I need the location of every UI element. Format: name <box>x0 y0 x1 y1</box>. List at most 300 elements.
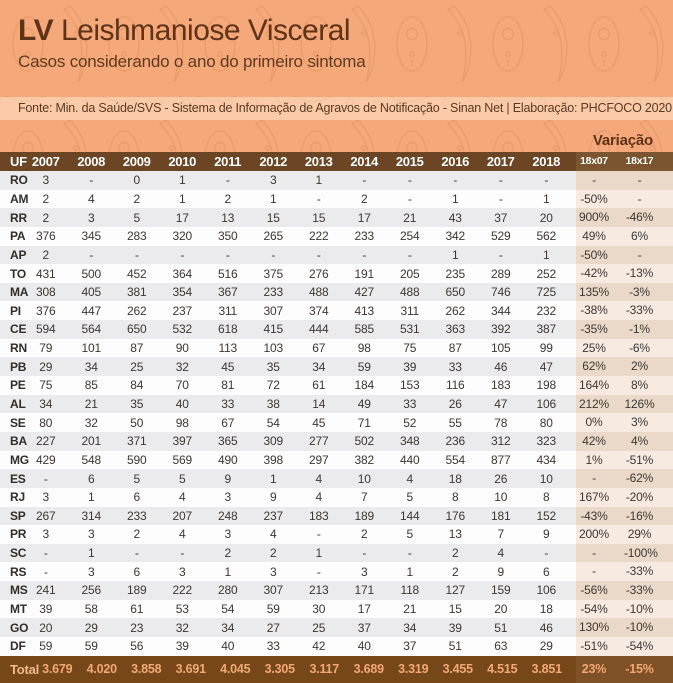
year-value-cell: 30 <box>312 602 326 617</box>
total-variation-18x17-cell: -15% <box>624 656 673 683</box>
variation-18x17-cell: -10% <box>624 618 673 637</box>
year-value-cell: 262 <box>127 303 147 318</box>
year-value-cell: 9 <box>270 490 277 505</box>
year-value-cell: 3 <box>88 210 95 225</box>
year-value-cell: 1 <box>452 191 459 206</box>
variation-18x17-cell: -51% <box>624 451 673 470</box>
year-value-cell: 312 <box>491 434 511 449</box>
year-value-cell: 39 <box>403 359 417 374</box>
variation-18x07-cell: 62% <box>576 357 624 376</box>
year-value-cell: 233 <box>127 508 147 523</box>
year-value-cell: - <box>544 173 549 188</box>
year-value-cell: 529 <box>491 229 511 244</box>
variation-18x17-cell: 6% <box>624 227 673 246</box>
year-value-cell: 54 <box>266 415 280 430</box>
year-value-cell: 87 <box>130 341 144 356</box>
year-value-cell: - <box>180 546 185 561</box>
year-value-cell: 1 <box>88 490 95 505</box>
year-value-cell: 3 <box>179 564 186 579</box>
year-value-cell: 232 <box>536 303 556 318</box>
year-value-cell: 53 <box>175 602 189 617</box>
uf-cell: AP <box>10 247 27 262</box>
year-value-cell: 144 <box>400 508 420 523</box>
table-row-PA <box>0 227 673 246</box>
year-value-cell: 4 <box>88 191 95 206</box>
variation-18x17-cell: -33% <box>624 581 673 600</box>
variation-18x07-cell: - <box>576 469 624 488</box>
variation-18x07-cell: 1% <box>576 451 624 470</box>
column-header-year: 2010 <box>168 154 197 169</box>
table-row-MG <box>0 451 673 470</box>
year-value-cell: 1 <box>88 546 95 561</box>
disease-name: Leishmaniose Visceral <box>60 14 351 47</box>
year-value-cell: 33 <box>403 397 417 411</box>
year-value-cell: 354 <box>172 285 192 300</box>
year-value-cell: 4 <box>179 490 186 505</box>
year-value-cell: 1 <box>315 546 322 561</box>
variation-18x17-cell: 3% <box>624 413 673 432</box>
year-value-cell: 29 <box>539 639 553 654</box>
uf-cell: MT <box>10 602 27 617</box>
year-value-cell: - <box>407 191 412 206</box>
year-value-cell: 26 <box>494 471 508 486</box>
year-value-cell: 113 <box>218 341 238 356</box>
year-value-cell: 3 <box>42 173 49 188</box>
year-value-cell: 267 <box>36 508 56 523</box>
year-value-cell: - <box>89 247 94 262</box>
year-value-cell: 191 <box>354 266 374 281</box>
year-value-cell: 159 <box>491 583 511 598</box>
variation-18x07-cell: 130% <box>576 618 624 637</box>
year-value-cell: - <box>407 247 412 262</box>
column-header-year: 2011 <box>214 154 242 169</box>
year-value-cell: 35 <box>130 397 144 411</box>
year-value-cell: 283 <box>127 229 147 244</box>
year-value-cell: 45 <box>221 359 235 374</box>
total-year-value-cell: 3.851 <box>531 662 562 677</box>
year-value-cell: 381 <box>127 285 147 300</box>
year-value-cell: - <box>453 173 458 188</box>
variation-18x07-cell: 212% <box>576 395 624 414</box>
year-value-cell: 152 <box>536 508 556 523</box>
year-value-cell: 237 <box>263 508 283 523</box>
table-row-SE <box>0 413 673 432</box>
year-value-cell: 1 <box>315 173 322 188</box>
year-value-cell: 594 <box>36 322 56 337</box>
uf-cell: DF <box>10 639 26 654</box>
year-value-cell: 265 <box>263 229 283 244</box>
year-value-cell: 1 <box>224 564 231 579</box>
year-value-cell: 106 <box>536 397 556 411</box>
year-value-cell: - <box>43 546 48 561</box>
year-value-cell: 4 <box>315 471 322 486</box>
year-value-cell: - <box>498 247 503 262</box>
table-row-RO <box>0 171 673 190</box>
year-value-cell: - <box>134 546 139 561</box>
year-value-cell: 387 <box>536 322 556 337</box>
variation-18x17-cell: - <box>624 171 673 190</box>
year-value-cell: 365 <box>218 434 238 449</box>
year-value-cell: 40 <box>221 639 235 654</box>
table-row-PB <box>0 357 673 376</box>
year-value-cell: 585 <box>354 322 374 337</box>
page-subtitle: Casos considerando o ano do primeiro sintoma <box>18 52 366 71</box>
year-value-cell: 116 <box>445 378 465 393</box>
year-value-cell: 35 <box>266 359 280 374</box>
year-value-cell: 183 <box>309 508 329 523</box>
year-value-cell: 33 <box>448 359 462 374</box>
year-value-cell: 548 <box>81 452 101 467</box>
year-value-cell: 59 <box>39 639 53 654</box>
variation-18x17-cell: -62% <box>624 469 673 488</box>
variation-18x07-cell: 167% <box>576 488 624 507</box>
column-header-year: 2014 <box>350 154 379 169</box>
variation-18x07-cell: -42% <box>576 264 624 283</box>
year-value-cell: 2 <box>133 191 140 206</box>
year-value-cell: 34 <box>84 359 98 374</box>
table-row-GO <box>0 618 673 637</box>
year-value-cell: 153 <box>400 378 420 393</box>
year-value-cell: - <box>407 173 412 188</box>
year-value-cell: 34 <box>221 620 235 635</box>
year-value-cell: 344 <box>491 303 511 318</box>
table-row-RS <box>0 562 673 581</box>
year-value-cell: 21 <box>403 210 417 225</box>
year-value-cell: 2 <box>42 191 49 206</box>
total-year-value-cell: 3.689 <box>353 662 384 677</box>
uf-cell: RS <box>10 564 27 579</box>
variation-18x07-cell: 135% <box>576 283 624 302</box>
year-value-cell: 222 <box>309 229 329 244</box>
year-value-cell: 2 <box>42 210 49 225</box>
uf-cell: MA <box>10 285 29 300</box>
year-value-cell: 198 <box>536 378 556 393</box>
year-value-cell: 5 <box>133 471 140 486</box>
table-row-AL <box>0 395 673 414</box>
year-value-cell: 241 <box>36 583 56 598</box>
year-value-cell: - <box>407 546 412 561</box>
year-value-cell: 17 <box>357 210 371 225</box>
year-value-cell: 85 <box>84 378 98 393</box>
year-value-cell: 13 <box>448 527 462 542</box>
total-year-value-cell: 3.305 <box>264 662 295 677</box>
variation-18x07-cell: 164% <box>576 376 624 395</box>
uf-cell: MS <box>10 583 28 598</box>
column-header-variation-18x17: 18x17 <box>624 152 673 171</box>
year-value-cell: 184 <box>354 378 374 393</box>
column-header-uf: UF <box>10 154 27 169</box>
year-value-cell: 56 <box>130 639 144 654</box>
year-value-cell: 18 <box>539 602 553 617</box>
uf-cell: PI <box>10 303 21 318</box>
year-value-cell: 33 <box>221 397 235 411</box>
variation-18x07-cell: - <box>576 544 624 563</box>
year-value-cell: - <box>271 247 276 262</box>
year-value-cell: 2 <box>224 546 231 561</box>
year-value-cell: 43 <box>448 210 462 225</box>
year-value-cell: 488 <box>309 285 329 300</box>
year-value-cell: 10 <box>539 471 553 486</box>
year-value-cell: 20 <box>539 210 553 225</box>
column-header-year: 2009 <box>122 154 151 169</box>
year-value-cell: 29 <box>84 620 98 635</box>
year-value-cell: 531 <box>400 322 420 337</box>
year-value-cell: 277 <box>309 434 329 449</box>
year-value-cell: 1 <box>270 191 277 206</box>
year-value-cell: 78 <box>494 415 508 430</box>
year-value-cell: 80 <box>39 415 53 430</box>
variation-18x07-cell: -56% <box>576 581 624 600</box>
year-value-cell: 40 <box>175 397 189 411</box>
year-value-cell: 342 <box>445 229 465 244</box>
year-value-cell: 308 <box>36 285 56 300</box>
year-value-cell: 3 <box>88 527 95 542</box>
year-value-cell: 532 <box>172 322 192 337</box>
year-value-cell: 2 <box>452 564 459 579</box>
variation-18x17-cell: -33% <box>624 301 673 320</box>
year-value-cell: 32 <box>84 415 98 430</box>
year-value-cell: 280 <box>218 583 238 598</box>
year-value-cell: - <box>362 173 367 188</box>
variation-18x17-cell: -54% <box>624 637 673 656</box>
year-value-cell: 23 <box>130 620 144 635</box>
year-value-cell: 618 <box>218 322 238 337</box>
table-row-RN <box>0 339 673 358</box>
year-value-cell: 39 <box>39 602 53 617</box>
year-value-cell: 5 <box>406 490 413 505</box>
year-value-cell: 6 <box>543 564 550 579</box>
year-value-cell: 106 <box>536 583 556 598</box>
uf-cell: SP <box>10 508 26 523</box>
year-value-cell: 21 <box>84 397 98 411</box>
year-value-cell: 21 <box>403 602 417 617</box>
variation-18x07-cell: -51% <box>576 637 624 656</box>
variation-18x17-cell: -16% <box>624 507 673 526</box>
variation-18x07-cell: -38% <box>576 301 624 320</box>
year-value-cell: 376 <box>36 303 56 318</box>
year-value-cell: 350 <box>218 229 238 244</box>
year-value-cell: 5 <box>179 471 186 486</box>
year-value-cell: 9 <box>497 564 504 579</box>
year-value-cell: 237 <box>172 303 192 318</box>
year-value-cell: 4 <box>406 471 413 486</box>
year-value-cell: 297 <box>309 452 329 467</box>
variation-18x07-cell: 25% <box>576 339 624 358</box>
variation-18x17-cell: - <box>624 246 673 265</box>
year-value-cell: 15 <box>448 602 462 617</box>
year-value-cell: 58 <box>84 602 98 617</box>
year-value-cell: 50 <box>130 415 144 430</box>
year-value-cell: 9 <box>224 471 231 486</box>
year-value-cell: 51 <box>448 639 462 654</box>
variation-18x07-cell: -35% <box>576 320 624 339</box>
year-value-cell: 427 <box>354 285 374 300</box>
year-value-cell: 40 <box>357 639 371 654</box>
year-value-cell: 256 <box>81 583 101 598</box>
year-value-cell: 98 <box>175 415 189 430</box>
variation-18x17-cell: -46% <box>624 208 673 227</box>
table-row-MT <box>0 600 673 619</box>
year-value-cell: - <box>544 546 549 561</box>
column-header-year: 2018 <box>532 154 561 169</box>
total-year-value-cell: 3.858 <box>131 662 162 677</box>
column-header-year: 2007 <box>31 154 60 169</box>
year-value-cell: 52 <box>403 415 417 430</box>
year-value-cell: 252 <box>536 266 556 281</box>
year-value-cell: 63 <box>494 639 508 654</box>
column-header-variation-18x07: 18x07 <box>576 152 624 171</box>
year-value-cell: 61 <box>130 602 144 617</box>
year-value-cell: 15 <box>312 210 326 225</box>
year-value-cell: 392 <box>491 322 511 337</box>
year-value-cell: 59 <box>357 359 371 374</box>
year-value-cell: 51 <box>494 620 508 635</box>
year-value-cell: 3 <box>42 527 49 542</box>
year-value-cell: 405 <box>81 285 101 300</box>
year-value-cell: 75 <box>403 341 417 356</box>
variation-18x17-cell: 4% <box>624 432 673 451</box>
table-row-CE <box>0 320 673 339</box>
year-value-cell: 80 <box>539 415 553 430</box>
year-value-cell: 7 <box>361 490 368 505</box>
year-value-cell: 10 <box>494 490 508 505</box>
year-value-cell: - <box>498 173 503 188</box>
table-row-AP <box>0 246 673 265</box>
cases-by-state-table <box>0 152 673 683</box>
year-value-cell: 345 <box>81 229 101 244</box>
table-row-MA <box>0 283 673 302</box>
disease-code-badge: LV <box>18 14 54 47</box>
table-row-RR <box>0 208 673 227</box>
uf-cell: RJ <box>10 490 25 505</box>
year-value-cell: 289 <box>491 266 511 281</box>
total-year-value-cell: 4.020 <box>86 662 117 677</box>
uf-cell: MG <box>10 452 29 467</box>
table-row-BA <box>0 432 673 451</box>
year-value-cell: 27 <box>266 620 280 635</box>
year-value-cell: 276 <box>309 266 329 281</box>
year-value-cell: 87 <box>448 341 462 356</box>
year-value-cell: 375 <box>263 266 283 281</box>
year-value-cell: 72 <box>266 378 280 393</box>
year-value-cell: 17 <box>175 210 189 225</box>
year-value-cell: 2 <box>133 527 140 542</box>
variation-18x17-cell: 8% <box>624 376 673 395</box>
year-value-cell: 1 <box>270 471 277 486</box>
year-value-cell: 103 <box>263 341 283 356</box>
year-value-cell: 59 <box>84 639 98 654</box>
year-value-cell: 488 <box>400 285 420 300</box>
year-value-cell: 2 <box>270 546 277 561</box>
year-value-cell: 75 <box>39 378 53 393</box>
year-value-cell: 2 <box>361 191 368 206</box>
year-value-cell: 309 <box>263 434 283 449</box>
variation-18x17-cell: - <box>624 190 673 209</box>
variation-18x07-cell: -50% <box>576 246 624 265</box>
year-value-cell: 46 <box>494 359 508 374</box>
year-value-cell: 17 <box>357 602 371 617</box>
year-value-cell: 67 <box>312 341 326 356</box>
year-value-cell: 502 <box>354 434 374 449</box>
table-row-RJ <box>0 488 673 507</box>
variation-18x17-cell: -33% <box>624 562 673 581</box>
year-value-cell: 59 <box>266 602 280 617</box>
uf-cell: CE <box>10 322 27 337</box>
variation-18x07-cell: 900% <box>576 208 624 227</box>
column-header-year: 2017 <box>486 154 515 169</box>
source-attribution-bar: Fonte: Min. da Saúde/SVS - Sistema de Informação de Agravos de Notificação - Sinan Net | Elaboração: PHCFOCO 2020 <box>0 97 673 120</box>
year-value-cell: 176 <box>445 508 465 523</box>
total-variation-18x07-cell: 23% <box>576 656 624 683</box>
variation-18x17-cell: -13% <box>624 264 673 283</box>
year-value-cell: 3 <box>224 527 231 542</box>
year-value-cell: 34 <box>403 620 417 635</box>
table-total-row <box>0 656 673 683</box>
year-value-cell: 415 <box>263 322 283 337</box>
year-value-cell: 746 <box>491 285 511 300</box>
year-value-cell: 877 <box>491 452 511 467</box>
variation-18x07-cell: 49% <box>576 227 624 246</box>
uf-cell: PE <box>10 378 26 393</box>
uf-cell: PR <box>10 527 27 542</box>
variation-18x07-cell: 0% <box>576 413 624 432</box>
year-value-cell: 348 <box>400 434 420 449</box>
year-value-cell: 5 <box>133 210 140 225</box>
year-value-cell: 262 <box>445 303 465 318</box>
year-value-cell: 42 <box>312 639 326 654</box>
year-value-cell: 569 <box>172 452 192 467</box>
year-value-cell: 45 <box>312 415 326 430</box>
total-year-value-cell: 3.455 <box>442 662 473 677</box>
year-value-cell: 49 <box>357 397 371 411</box>
year-value-cell: 429 <box>36 452 56 467</box>
year-value-cell: 254 <box>400 229 420 244</box>
year-value-cell: 447 <box>81 303 101 318</box>
year-value-cell: 1 <box>452 247 459 262</box>
variation-18x07-cell: 42% <box>576 432 624 451</box>
year-value-cell: 4 <box>315 490 322 505</box>
variation-18x17-cell: -6% <box>624 339 673 358</box>
year-value-cell: 6 <box>133 564 140 579</box>
year-value-cell: 90 <box>175 341 189 356</box>
year-value-cell: 725 <box>536 285 556 300</box>
uf-cell: TO <box>10 266 27 281</box>
table-row-TO <box>0 264 673 283</box>
variation-18x17-cell: -20% <box>624 488 673 507</box>
year-value-cell: 3 <box>270 173 277 188</box>
year-value-cell: 4 <box>497 546 504 561</box>
variation-18x17-cell: -10% <box>624 600 673 619</box>
year-value-cell: 398 <box>263 452 283 467</box>
year-value-cell: 311 <box>400 303 420 318</box>
year-value-cell: 37 <box>357 620 371 635</box>
year-value-cell: 367 <box>218 285 238 300</box>
year-value-cell: 311 <box>218 303 238 318</box>
year-value-cell: 118 <box>400 583 420 598</box>
year-value-cell: 376 <box>36 229 56 244</box>
report-header <box>0 0 673 74</box>
year-value-cell: 171 <box>354 583 374 598</box>
year-value-cell: 39 <box>175 639 189 654</box>
table-header-row <box>0 152 673 171</box>
year-value-cell: 314 <box>81 508 101 523</box>
table-row-SC <box>0 544 673 563</box>
table-row-PI <box>0 301 673 320</box>
year-value-cell: 6 <box>88 471 95 486</box>
year-value-cell: 1 <box>179 191 186 206</box>
variation-18x07-cell: - <box>576 171 624 190</box>
year-value-cell: 3 <box>270 564 277 579</box>
